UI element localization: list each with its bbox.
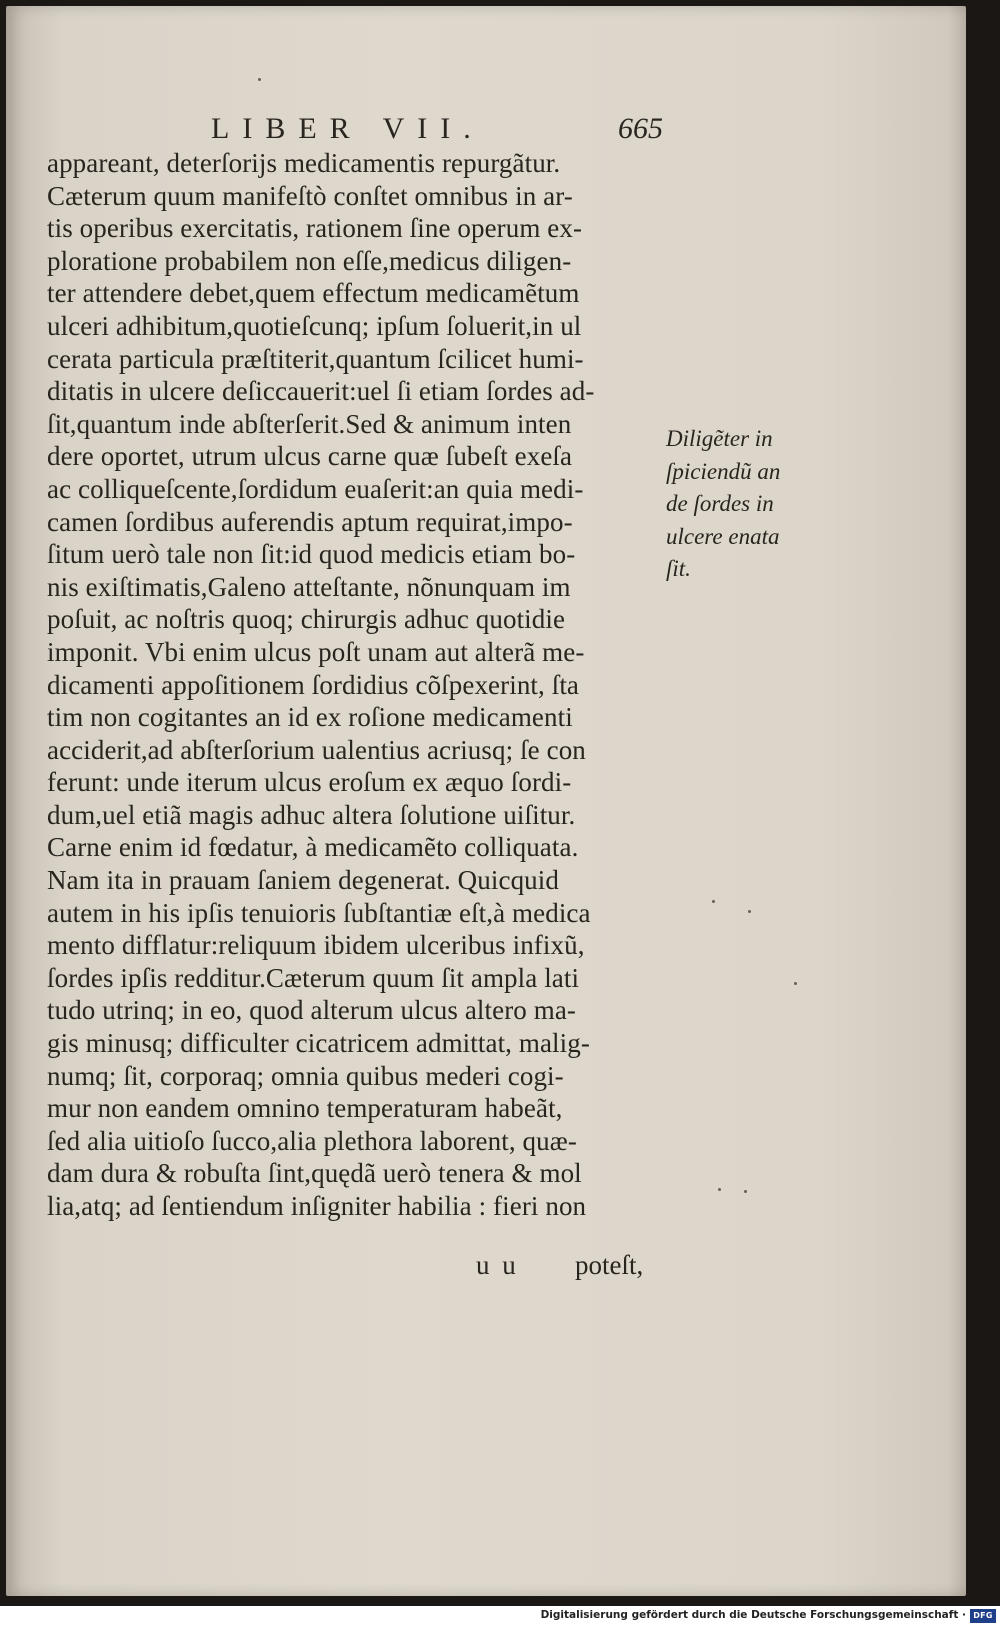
text-line: acciderit,ad abſterſorium ualentius acriusq; ſe con — [47, 734, 586, 765]
text-line: Cæterum quum manifeſtò conſtet omnibus in ar- — [47, 180, 573, 211]
text-line: numq; ſit, corporaq; omnia quibus mederi cogi- — [47, 1060, 564, 1091]
marginal-note-line: Diligẽter in — [666, 426, 773, 451]
catchword: poteſt, — [575, 1250, 644, 1280]
text-line: ploratione probabilem non eſſe,medicus diligen- — [47, 245, 572, 276]
marginal-note — [666, 423, 841, 586]
ink-speck — [718, 1188, 721, 1191]
text-line: camen ſordibus auferendis aptum requirat,impo- — [47, 506, 573, 537]
text-line: dicamenti appoſitionem ſordidius cõſpexerint, ſta — [47, 669, 580, 700]
text-line: ſordes ipſis redditur.Cæterum quum ſit ampla lati — [47, 962, 580, 993]
running-head-title: LIBER VII. — [211, 112, 484, 145]
text-line: autem in his ipſis tenuioris ſubſtantiæ eſt,à medica — [47, 897, 591, 928]
text-line: ferunt: unde iterum ulcus eroſum ex æquo ſordi- — [47, 767, 572, 798]
book-page — [6, 6, 966, 1596]
text-line: ſitum uerò tale non ſit:id quod medicis etiam bo- — [47, 539, 576, 570]
text-line: gis minusq; difficulter cicatricem admittat, malig- — [47, 1028, 590, 1059]
text-line: mur non eandem omnino temperaturam habeãt, — [47, 1093, 563, 1124]
text-line: ſed alia uitioſo ſucco,alia plethora laborent, quæ- — [47, 1125, 577, 1156]
text-line: ſit,quantum inde abſterſerit.Sed & animum inten — [47, 408, 572, 439]
text-line: lia,atq; ad ſentiendum inſigniter habilia : fieri non — [47, 1191, 587, 1221]
text-line: tim non cogitantes an id ex roſione medicamenti — [47, 702, 573, 733]
marginal-note-line: de ſordes in — [666, 491, 774, 517]
text-line: ditatis in ulcere deſiccauerit:uel ſi etiam ſordes ad- — [47, 376, 595, 407]
signature-mark: u u — [476, 1250, 519, 1280]
marginal-note-line: ſpiciendũ an — [666, 458, 781, 484]
body-text — [47, 147, 667, 1223]
text-line: cerata particula præſtiterit,quantum ſcilicet humi- — [47, 343, 584, 374]
text-line: dere oportet, utrum ulcus carne quæ ſubeſt exeſa — [47, 441, 573, 472]
dfg-logo: DFG — [970, 1609, 996, 1623]
text-line: tudo utrinq; in eo, quod alterum ulcus altero ma- — [47, 995, 577, 1026]
ink-speck — [748, 910, 751, 913]
footer-bar — [0, 1606, 1000, 1627]
marginal-note-line: ſit. — [666, 556, 691, 582]
text-line: tis operibus exercitatis, rationem ſine operum ex- — [47, 213, 583, 244]
page-edge-shadow — [948, 6, 966, 1596]
text-line: mento difflatur:reliquum ibidem ulceribus infixũ, — [47, 930, 585, 961]
text-line: imponit. Vbi enim ulcus poſt unam aut alterã me- — [47, 636, 585, 667]
ink-speck — [794, 982, 797, 985]
text-line: Nam ita in prauam ſaniem degenerat. Quicquid — [47, 865, 559, 896]
catchword-row — [6, 1250, 966, 1286]
text-line: dum,uel etiã magis adhuc altera ſolutione uiſitur. — [47, 799, 576, 830]
marginal-note-line: ulcere enata — [666, 523, 780, 549]
digitization-credit: Digitalisierung gefördert durch die Deutsche Forschungsgemeinschaft · — [540, 1609, 966, 1621]
ink-speck — [712, 900, 715, 903]
ink-speck — [744, 1190, 747, 1193]
text-line: nis exiſtimatis,Galeno atteſtante, nõnunquam im — [47, 571, 571, 602]
text-line: ulceri adhibitum,quotieſcunq; ipſum ſoluerit,in ul — [47, 310, 582, 341]
text-line: ter attendere debet,quem effectum medicamẽtum — [47, 278, 580, 309]
running-head — [6, 112, 966, 152]
text-line: dam dura & robuſta ſint,quędã uerò tenera & mol — [47, 1158, 582, 1189]
ink-speck — [258, 78, 261, 81]
page-number: 665 — [618, 112, 663, 145]
text-line: poſuit, ac noſtris quoq; chirurgis adhuc quotidie — [47, 604, 566, 635]
text-line: appareant, deterſorijs medicamentis repurgãtur. — [47, 148, 561, 178]
text-line: Carne enim id fœdatur, à medicamẽto colliquata. — [47, 832, 579, 863]
text-line: ac colliqueſcente,ſordidum euaſerit:an quia medi- — [47, 473, 584, 504]
